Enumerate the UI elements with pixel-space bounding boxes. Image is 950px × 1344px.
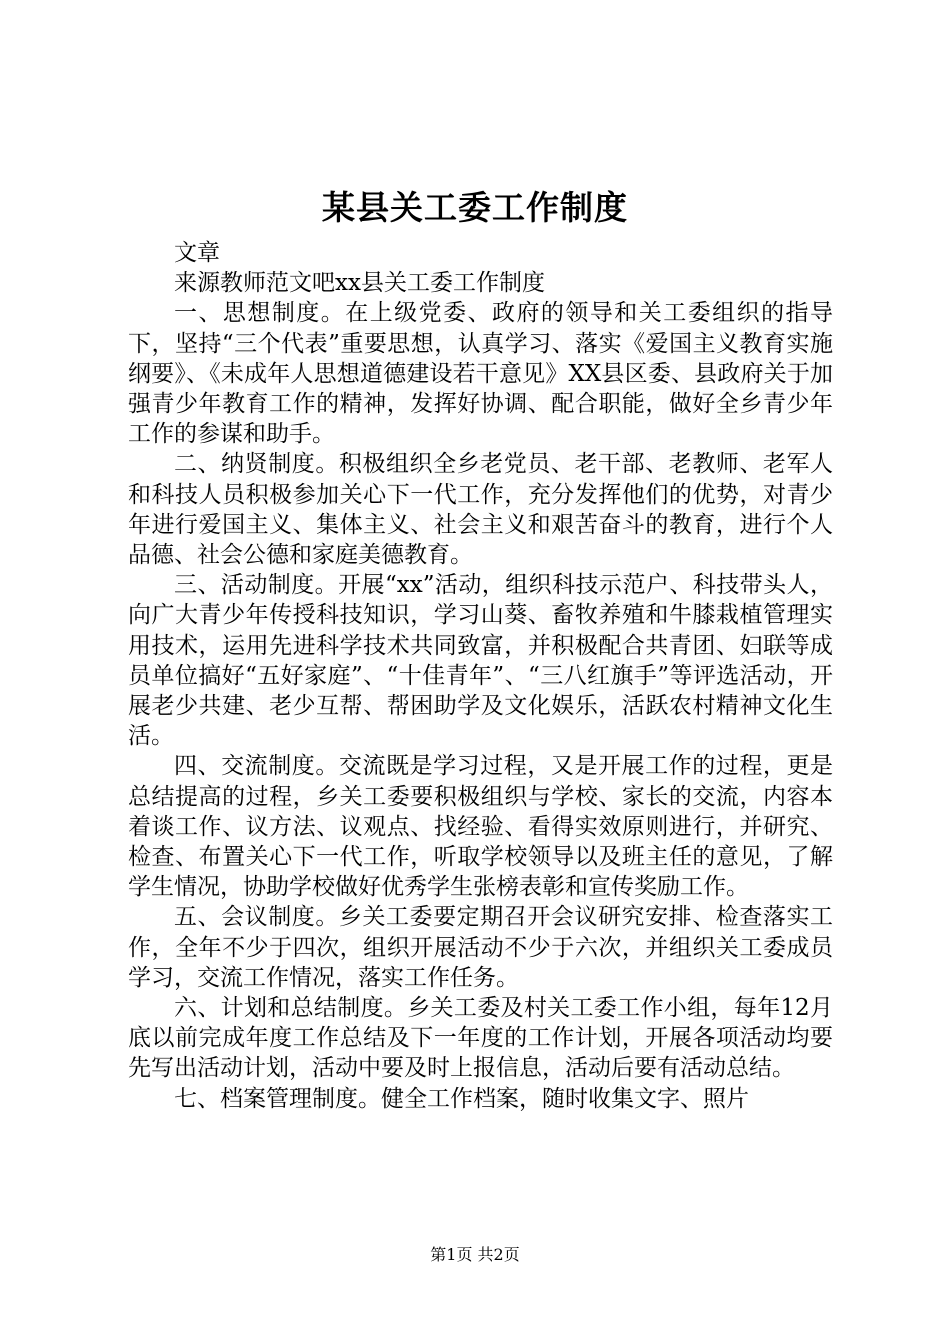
paragraph-exchange-system: 四、交流制度。交流既是学习过程，又是开展工作的过程，更是总结提高的过程，乡关工委要积极组织与学校、家长的交流，内容本着谈工作、议方法、议观点、找经验、看得实效原则进行，并研究、检查、布置关心下一代工作，听取学校领导以及班主任的意见，了解学生情况，协助学校做好优秀学生张榜表彰和宣传奖励工作。 <box>128 753 833 901</box>
paragraph-meeting-system: 五、会议制度。乡关工委要定期召开会议研究安排、检查落实工作，全年不少于四次，组织开展活动不少于六次，并组织关工委成员学习，交流工作情况，落实工作任务。 <box>128 904 833 991</box>
paragraph-thought-system: 一、思想制度。在上级党委、政府的领导和关工委组织的指导下，坚持“三个代表”重要思想，认真学习、落实《爱国主义教育实施纲要》、《未成年人思想道德建设若干意见》XX县区委、县政府关于加强青少年教育工作的精神，发挥好协调、配合职能，做好全乡青少年工作的参谋和助手。 <box>128 300 833 448</box>
page-footer: 第1页 共2页 <box>430 1245 520 1264</box>
paragraph-archive-system: 七、档案管理制度。健全工作档案，随时收集文字、照片 <box>174 1085 749 1112</box>
paragraph-source: 来源教师范文吧xx县关工委工作制度 <box>174 270 545 297</box>
document-title: 某县关工委工作制度 <box>322 188 628 227</box>
paragraph-plan-summary-system: 六、计划和总结制度。乡关工委及村关工委工作小组，每年12月底以前完成年度工作总结及下一年度的工作计划，开展各项活动均要先写出活动计划，活动中要及时上报信息，活动后要有活动总结。 <box>128 995 833 1082</box>
paragraph-article-label: 文章 <box>174 240 220 266</box>
paragraph-talent-system: 二、纳贤制度。积极组织全乡老党员、老干部、老教师、老军人和科技人员积极参加关心下一代工作，充分发挥他们的优势，对青少年进行爱国主义、集体主义、社会主义和艰苦奋斗的教育，进行个人品德、社会公德和家庭美德教育。 <box>128 451 833 569</box>
document-body <box>128 238 833 1114</box>
paragraph-activity-system: 三、活动制度。开展“xx”活动，组织科技示范户、科技带头人，向广大青少年传授科技知识，学习山葵、畜牧养殖和牛膝栽植管理实用技术，运用先进科学技术共同致富，并积极配合共青团、妇联等成员单位搞好“五好家庭”、“十佳青年”、“三八红旗手”等评选活动，开展老少共建、老少互帮、帮困助学及文化娱乐，活跃农村精神文化生活。 <box>128 572 833 750</box>
